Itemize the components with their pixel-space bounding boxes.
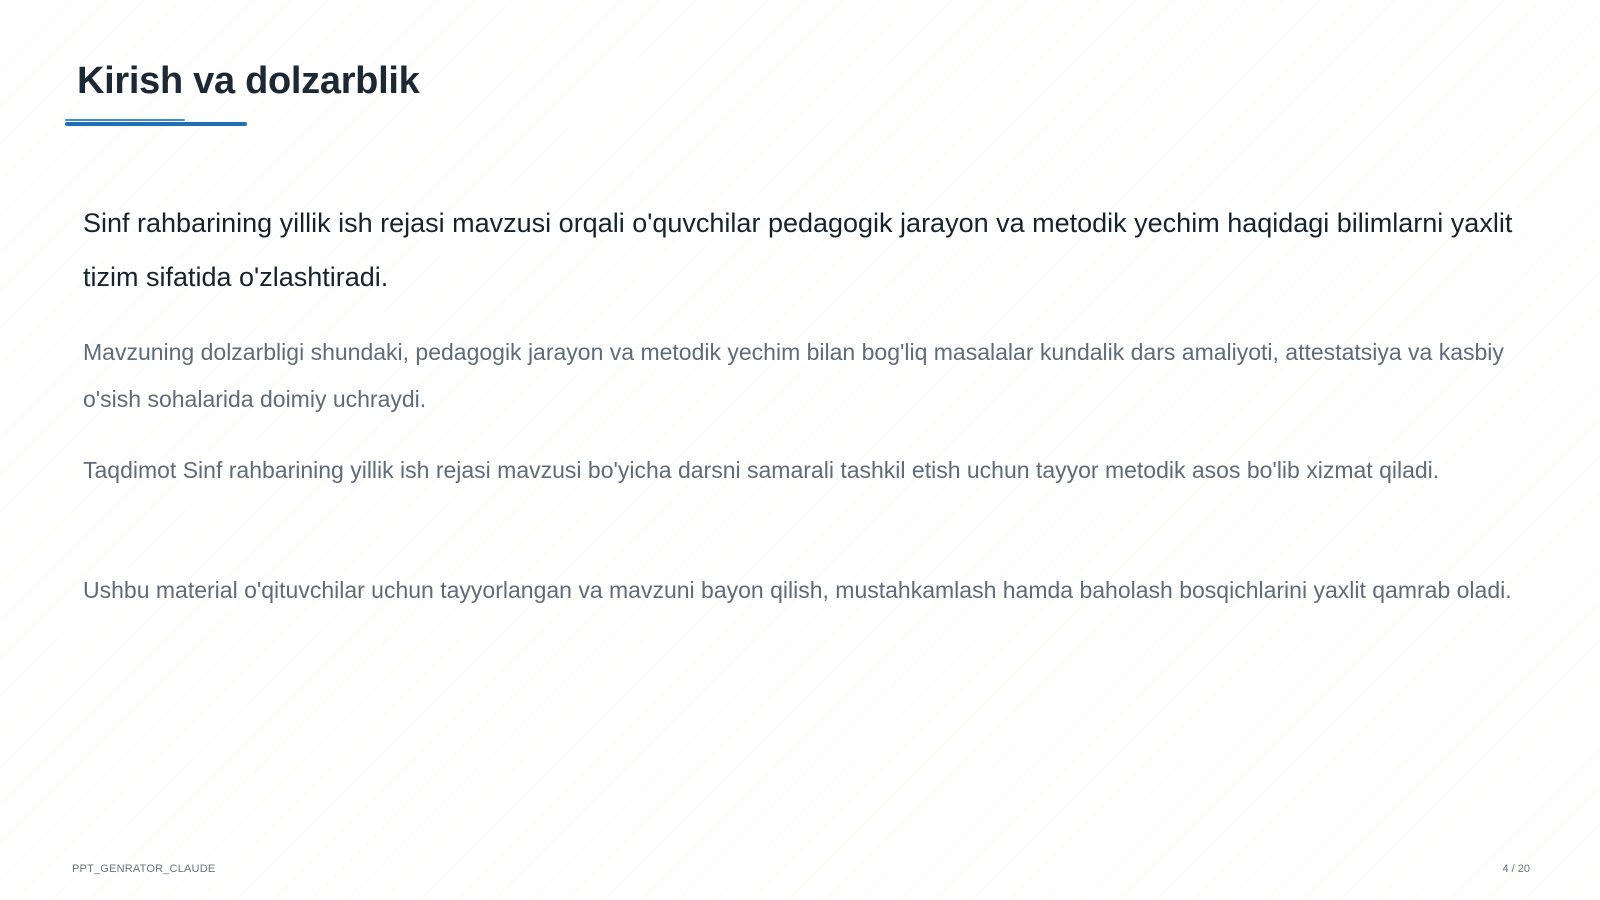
title-underline	[65, 122, 247, 126]
body-paragraph-3: Ushbu material o'qituvchilar uchun tayyorlangan va mavzuni bayon qilish, mustahkamlash hamda baholash bosqichlarini yaxlit qamrab oladi.	[83, 577, 1512, 603]
body-paragraph-2: Taqdimot Sinf rahbarining yillik ish rejasi mavzusi bo'yicha darsni samarali tashkil etish uchun tayyor metodik asos bo'lib xizmat qiladi.	[83, 457, 1440, 483]
footer-brand: PPT_GENRATOR_CLAUDE	[72, 863, 216, 875]
page-number: 4 / 20	[1502, 863, 1530, 875]
slide-title: Kirish va dolzarblik	[77, 60, 420, 102]
lead-paragraph: Sinf rahbarining yillik ish rejasi mavzusi orqali o'quvchilar pedagogik jarayon va metodik yechim haqidagi bilimlarni yaxlit tizim sifatida o'zlashtiradi.	[83, 208, 1513, 292]
body-paragraph-1: Mavzuning dolzarbligi shundaki, pedagogik jarayon va metodik yechim bilan bog'liq masalalar kundalik dars amaliyoti, attestatsiya va kasbiy o'sish sohalarida doimiy uchraydi.	[83, 339, 1504, 412]
